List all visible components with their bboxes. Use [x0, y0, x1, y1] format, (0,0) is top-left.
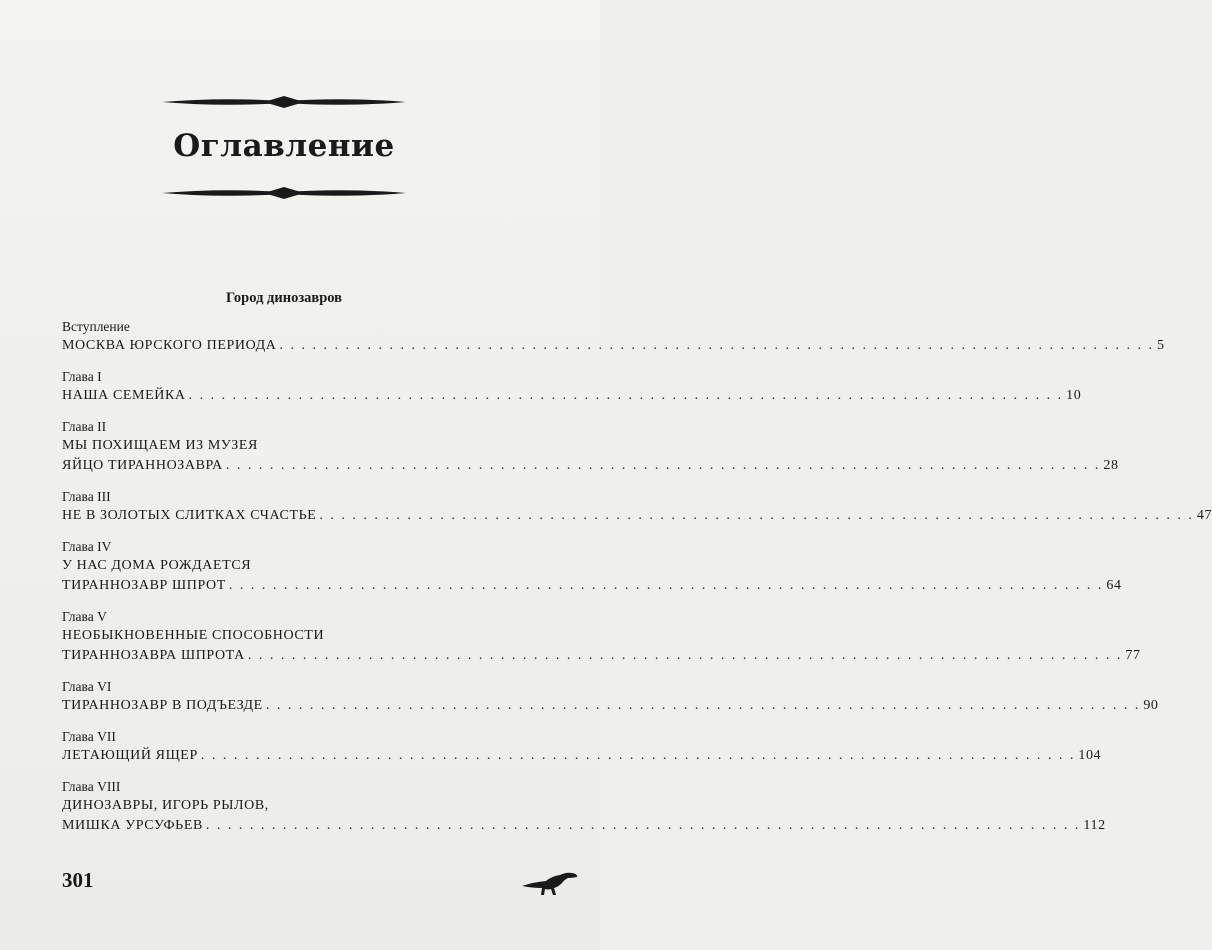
- chapter-page-number: 104: [1078, 748, 1102, 763]
- chapter-title-line: [62, 576, 1122, 596]
- chapter-label: Глава II: [62, 419, 107, 434]
- dot-leader: . . . . . . . . . . . . . . . . . . . . . . . . . . . . . . . . . . . . . . . . . . . . . . . . . . . . . . . . . . . . . . . . . . . . . . . . . . . . . . . .: [225, 458, 1101, 473]
- chapter-page-number: 112: [1083, 818, 1106, 833]
- ornament-rule-icon: [160, 186, 408, 200]
- chapter-title-line: [62, 626, 502, 646]
- chapter-page-number: 5: [1156, 338, 1165, 353]
- toc-entry: [62, 368, 1082, 406]
- chapter-label: Глава III: [62, 489, 111, 504]
- chapter-title: ТИРАННОЗАВР В ПОДЪЕЗДЕ: [62, 698, 263, 713]
- chapter-label: Глава VIII: [62, 779, 121, 794]
- dinosaur-icon: [520, 866, 580, 898]
- chapter-label: Вступление: [62, 319, 130, 334]
- page-number: 301: [62, 868, 94, 892]
- dot-leader: . . . . . . . . . . . . . . . . . . . . . . . . . . . . . . . . . . . . . . . . . . . . . . . . . . . . . . . . . . . . . . . . . . . . . . . . . . . . . . . .: [205, 818, 1081, 833]
- chapter-title: МЫ ПОХИЩАЕМ ИЗ МУЗЕЯ: [62, 438, 258, 453]
- chapter-title-line: [62, 816, 1106, 836]
- chapter-title: ЯЙЦО ТИРАННОЗАВРА: [62, 458, 223, 473]
- chapter-title: МОСКВА ЮРСКОГО ПЕРИОДА: [62, 338, 277, 353]
- page-title: Оглавление: [173, 128, 395, 164]
- dot-leader: . . . . . . . . . . . . . . . . . . . . . . . . . . . . . . . . . . . . . . . . . . . . . . . . . . . . . . . . . . . . . . . . . . . . . . . . . . . . . . . .: [228, 578, 1104, 593]
- toc-entry: [62, 538, 1122, 596]
- chapter-label: Глава IV: [62, 539, 112, 554]
- dot-leader: . . . . . . . . . . . . . . . . . . . . . . . . . . . . . . . . . . . . . . . . . . . . . . . . . . . . . . . . . . . . . . . . . . . . . . . . . . . . . . . .: [265, 698, 1141, 713]
- chapter-page-number: 28: [1103, 458, 1119, 473]
- chapter-page-number: 77: [1125, 648, 1141, 663]
- chapter-title-line: [62, 746, 1102, 766]
- chapter-page-number: 47: [1196, 508, 1212, 523]
- chapter-title: ТИРАННОЗАВРА ШПРОТА: [62, 648, 245, 663]
- toc-entry: [62, 318, 1165, 356]
- chapter-title-line: [62, 456, 1119, 476]
- part-title: Город динозавров: [225, 290, 343, 306]
- chapter-title-line: [62, 796, 502, 816]
- chapter-label: Глава V: [62, 609, 107, 624]
- chapter-title-line: [62, 436, 502, 456]
- chapter-title-line: [62, 646, 1141, 666]
- chapter-page-number: 10: [1066, 388, 1082, 403]
- chapter-label: Глава I: [62, 369, 102, 384]
- chapter-title: НЕ В ЗОЛОТЫХ СЛИТКАХ СЧАСТЬЕ: [62, 508, 317, 523]
- chapter-title-line: [62, 386, 1082, 406]
- dot-leader: . . . . . . . . . . . . . . . . . . . . . . . . . . . . . . . . . . . . . . . . . . . . . . . . . . . . . . . . . . . . . . . . . . . . . . . . . . . . . . . .: [279, 338, 1154, 353]
- ornament-rule-icon: [160, 95, 408, 109]
- dot-leader: . . . . . . . . . . . . . . . . . . . . . . . . . . . . . . . . . . . . . . . . . . . . . . . . . . . . . . . . . . . . . . . . . . . . . . . . . . . . . . . .: [319, 508, 1194, 523]
- chapter-title: ДИНОЗАВРЫ, ИГОРЬ РЫЛОВ,: [62, 798, 269, 813]
- chapter-title-line: [62, 556, 502, 576]
- toc-entry: [62, 728, 1102, 766]
- chapter-title: У НАС ДОМА РОЖДАЕТСЯ: [62, 558, 252, 573]
- toc-entry: [62, 488, 1212, 526]
- toc-entry: [62, 778, 1106, 836]
- chapter-page-number: 64: [1106, 578, 1122, 593]
- chapter-title: НЕОБЫКНОВЕННЫЕ СПОСОБНОСТИ: [62, 628, 325, 643]
- chapter-title-line: [62, 336, 1165, 356]
- chapter-title-line: [62, 506, 1212, 526]
- chapter-title: НАША СЕМЕЙКА: [62, 388, 186, 403]
- chapter-page-number: 90: [1143, 698, 1159, 713]
- chapter-label: Глава VII: [62, 729, 116, 744]
- toc-entry: [62, 608, 1141, 666]
- dot-leader: . . . . . . . . . . . . . . . . . . . . . . . . . . . . . . . . . . . . . . . . . . . . . . . . . . . . . . . . . . . . . . . . . . . . . . . . . . . . . . . .: [188, 388, 1064, 403]
- dot-leader: . . . . . . . . . . . . . . . . . . . . . . . . . . . . . . . . . . . . . . . . . . . . . . . . . . . . . . . . . . . . . . . . . . . . . . . . . . . . . . . .: [247, 648, 1123, 663]
- chapter-title: МИШКА УРСУФЬЕВ: [62, 818, 203, 833]
- chapter-title: ТИРАННОЗАВР ШПРОТ: [62, 578, 226, 593]
- table-of-contents: [62, 318, 1212, 848]
- chapter-label: Глава VI: [62, 679, 112, 694]
- chapter-title-line: [62, 696, 1159, 716]
- dot-leader: . . . . . . . . . . . . . . . . . . . . . . . . . . . . . . . . . . . . . . . . . . . . . . . . . . . . . . . . . . . . . . . . . . . . . . . . . . . . . . . .: [200, 748, 1076, 763]
- chapter-title: ЛЕТАЮЩИЙ ЯЩЕР: [62, 748, 198, 763]
- toc-entry: [62, 678, 1159, 716]
- toc-entry: [62, 418, 1119, 476]
